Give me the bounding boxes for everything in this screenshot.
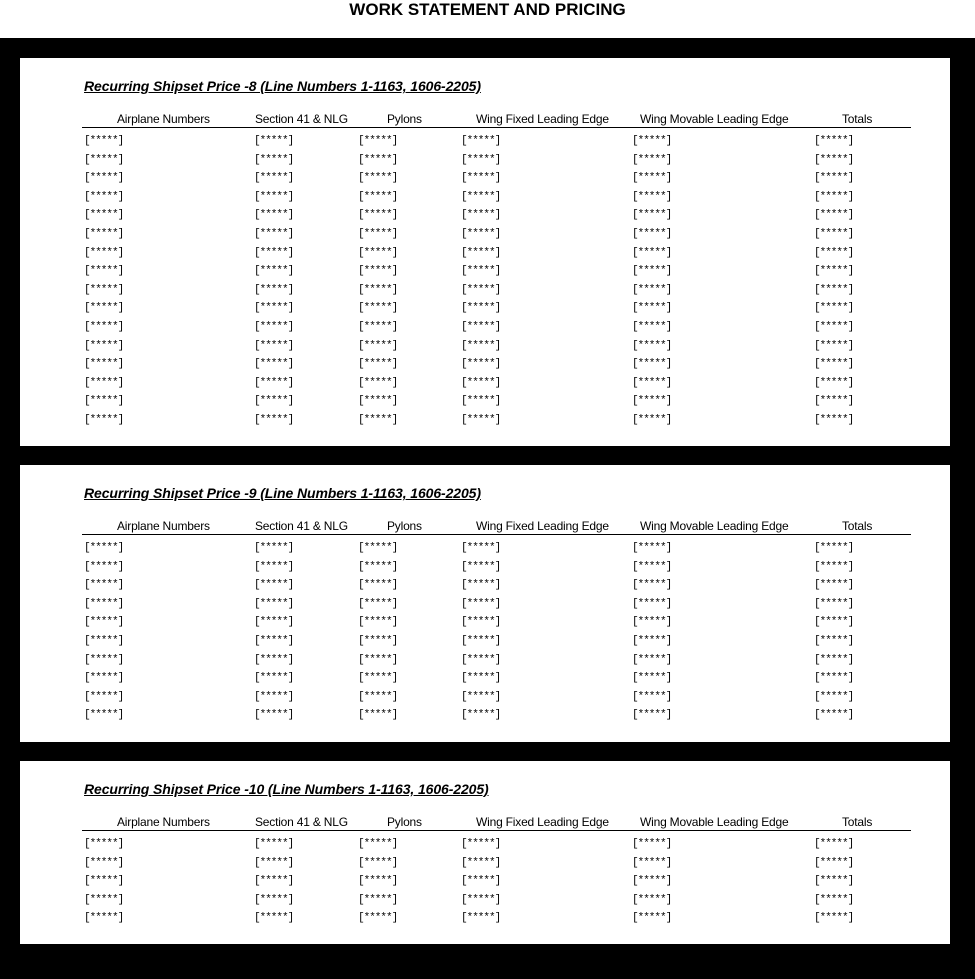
redacted-cell: [*****] <box>254 302 294 315</box>
table-row <box>82 690 911 709</box>
redacted-cell: [*****] <box>814 376 854 389</box>
redacted-cell: [*****] <box>358 634 398 647</box>
redacted-cell: [*****] <box>358 912 398 925</box>
redacted-cell: [*****] <box>254 672 294 685</box>
redacted-cell: [*****] <box>461 875 501 888</box>
redacted-cell: [*****] <box>254 339 294 352</box>
redacted-cell: [*****] <box>358 339 398 352</box>
table-body <box>82 134 911 432</box>
redacted-cell: [*****] <box>632 153 672 166</box>
redacted-cell: [*****] <box>358 135 398 147</box>
redacted-cell: [*****] <box>84 320 124 333</box>
redacted-cell: [*****] <box>358 209 398 222</box>
redacted-cell: [*****] <box>84 616 124 629</box>
redacted-cell: [*****] <box>254 542 294 554</box>
table-row <box>82 634 911 653</box>
redacted-cell: [*****] <box>84 227 124 240</box>
table-row <box>82 339 911 358</box>
redacted-cell: [*****] <box>814 413 854 426</box>
table-row <box>82 671 911 690</box>
table-body <box>82 837 911 930</box>
redacted-cell: [*****] <box>632 376 672 389</box>
redacted-cell: [*****] <box>254 209 294 222</box>
redacted-cell: [*****] <box>254 135 294 147</box>
redacted-cell: [*****] <box>461 302 501 315</box>
redacted-cell: [*****] <box>254 395 294 408</box>
redacted-cell: [*****] <box>358 153 398 166</box>
redacted-cell: [*****] <box>632 709 672 722</box>
column-header-airplane-numbers: Airplane Numbers <box>117 519 210 533</box>
redacted-cell: [*****] <box>814 616 854 629</box>
redacted-cell: [*****] <box>632 672 672 685</box>
table-row <box>82 264 911 283</box>
redacted-cell: [*****] <box>84 209 124 222</box>
table-row <box>82 301 911 320</box>
column-header-totals: Totals <box>842 112 873 126</box>
redacted-cell: [*****] <box>461 672 501 685</box>
column-header-section-41-nlg: Section 41 & NLG <box>255 112 348 126</box>
redacted-cell: [*****] <box>461 690 501 703</box>
redacted-cell: [*****] <box>84 912 124 925</box>
redacted-cell: [*****] <box>461 616 501 629</box>
table-row <box>82 134 911 153</box>
redacted-cell: [*****] <box>814 283 854 296</box>
table-row <box>82 153 911 172</box>
redacted-cell: [*****] <box>814 320 854 333</box>
redacted-cell: [*****] <box>84 302 124 315</box>
table-row <box>82 578 911 597</box>
redacted-cell: [*****] <box>814 690 854 703</box>
redacted-cell: [*****] <box>632 358 672 371</box>
redacted-cell: [*****] <box>461 320 501 333</box>
redacted-cell: [*****] <box>84 172 124 185</box>
redacted-cell: [*****] <box>814 672 854 685</box>
column-header-pylons: Pylons <box>387 815 422 829</box>
redacted-cell: [*****] <box>632 579 672 592</box>
redacted-cell: [*****] <box>358 265 398 278</box>
redacted-cell: [*****] <box>632 634 672 647</box>
redacted-cell: [*****] <box>358 376 398 389</box>
redacted-cell: [*****] <box>254 560 294 573</box>
redacted-cell: [*****] <box>632 838 672 850</box>
redacted-cell: [*****] <box>461 153 501 166</box>
redacted-cell: [*****] <box>84 875 124 888</box>
redacted-cell: [*****] <box>84 376 124 389</box>
table-row <box>82 856 911 875</box>
redacted-cell: [*****] <box>461 358 501 371</box>
redacted-cell: [*****] <box>814 579 854 592</box>
redacted-cell: [*****] <box>254 413 294 426</box>
redacted-cell: [*****] <box>254 283 294 296</box>
redacted-cell: [*****] <box>358 579 398 592</box>
redacted-cell: [*****] <box>358 838 398 850</box>
column-header-airplane-numbers: Airplane Numbers <box>117 815 210 829</box>
redacted-cell: [*****] <box>84 246 124 259</box>
table-row <box>82 653 911 672</box>
redacted-cell: [*****] <box>358 246 398 259</box>
column-header-section-41-nlg: Section 41 & NLG <box>255 815 348 829</box>
table-row <box>82 171 911 190</box>
table-header <box>82 519 911 535</box>
redacted-cell: [*****] <box>632 653 672 666</box>
table-row <box>82 376 911 395</box>
table-row <box>82 246 911 265</box>
redacted-cell: [*****] <box>632 875 672 888</box>
redacted-cell: [*****] <box>358 302 398 315</box>
redacted-cell: [*****] <box>461 209 501 222</box>
redacted-cell: [*****] <box>84 339 124 352</box>
table-row <box>82 708 911 727</box>
redacted-cell: [*****] <box>814 358 854 371</box>
redacted-cell: [*****] <box>254 912 294 925</box>
redacted-cell: [*****] <box>632 283 672 296</box>
redacted-cell: [*****] <box>814 135 854 147</box>
redacted-cell: [*****] <box>461 893 501 906</box>
redacted-cell: [*****] <box>814 597 854 610</box>
redacted-cell: [*****] <box>84 265 124 278</box>
redacted-cell: [*****] <box>814 838 854 850</box>
section-panel <box>20 58 950 446</box>
redacted-cell: [*****] <box>254 634 294 647</box>
redacted-cell: [*****] <box>814 875 854 888</box>
table-row <box>82 597 911 616</box>
redacted-cell: [*****] <box>632 209 672 222</box>
redacted-cell: [*****] <box>358 358 398 371</box>
redacted-cell: [*****] <box>461 597 501 610</box>
redacted-cell: [*****] <box>358 190 398 203</box>
redacted-cell: [*****] <box>632 597 672 610</box>
section-heading: Recurring Shipset Price -10 (Line Numbers 1-1163, 1606-2205) <box>84 781 489 797</box>
redacted-cell: [*****] <box>461 709 501 722</box>
redacted-cell: [*****] <box>358 227 398 240</box>
redacted-cell: [*****] <box>358 893 398 906</box>
redacted-cell: [*****] <box>461 265 501 278</box>
redacted-cell: [*****] <box>254 616 294 629</box>
redacted-cell: [*****] <box>254 265 294 278</box>
redacted-cell: [*****] <box>84 190 124 203</box>
redacted-cell: [*****] <box>814 265 854 278</box>
redacted-cell: [*****] <box>254 709 294 722</box>
redacted-cell: [*****] <box>84 634 124 647</box>
redacted-cell: [*****] <box>814 893 854 906</box>
table-row <box>82 208 911 227</box>
redacted-cell: [*****] <box>814 153 854 166</box>
redacted-cell: [*****] <box>632 302 672 315</box>
column-header-totals: Totals <box>842 815 873 829</box>
column-header-pylons: Pylons <box>387 519 422 533</box>
table-row <box>82 283 911 302</box>
redacted-cell: [*****] <box>254 875 294 888</box>
redacted-cell: [*****] <box>254 320 294 333</box>
redacted-cell: [*****] <box>814 209 854 222</box>
table-row <box>82 874 911 893</box>
redacted-cell: [*****] <box>461 653 501 666</box>
redacted-cell: [*****] <box>84 597 124 610</box>
redacted-cell: [*****] <box>358 597 398 610</box>
redacted-cell: [*****] <box>254 690 294 703</box>
redacted-cell: [*****] <box>632 190 672 203</box>
redacted-cell: [*****] <box>814 912 854 925</box>
redacted-cell: [*****] <box>632 912 672 925</box>
redacted-cell: [*****] <box>814 395 854 408</box>
redacted-cell: [*****] <box>461 579 501 592</box>
redacted-cell: [*****] <box>358 709 398 722</box>
redacted-cell: [*****] <box>461 856 501 869</box>
redacted-cell: [*****] <box>358 320 398 333</box>
redacted-cell: [*****] <box>358 616 398 629</box>
redacted-cell: [*****] <box>461 283 501 296</box>
redacted-cell: [*****] <box>814 302 854 315</box>
column-header-wing-movable-leading-edge: Wing Movable Leading Edge <box>640 112 789 126</box>
redacted-cell: [*****] <box>461 838 501 850</box>
section-panel <box>20 761 950 944</box>
redacted-cell: [*****] <box>461 135 501 147</box>
column-header-wing-fixed-leading-edge: Wing Fixed Leading Edge <box>476 112 609 126</box>
redacted-cell: [*****] <box>358 172 398 185</box>
redacted-cell: [*****] <box>84 395 124 408</box>
redacted-cell: [*****] <box>358 856 398 869</box>
redacted-cell: [*****] <box>461 413 501 426</box>
redacted-cell: [*****] <box>461 395 501 408</box>
section-heading: Recurring Shipset Price -9 (Line Numbers 1-1163, 1606-2205) <box>84 485 481 501</box>
table-row <box>82 615 911 634</box>
redacted-cell: [*****] <box>84 856 124 869</box>
redacted-cell: [*****] <box>84 413 124 426</box>
redacted-cell: [*****] <box>358 875 398 888</box>
redacted-cell: [*****] <box>632 395 672 408</box>
redacted-cell: [*****] <box>461 190 501 203</box>
redacted-cell: [*****] <box>632 893 672 906</box>
column-header-section-41-nlg: Section 41 & NLG <box>255 519 348 533</box>
redacted-cell: [*****] <box>254 653 294 666</box>
table-row <box>82 413 911 432</box>
redacted-cell: [*****] <box>254 153 294 166</box>
section-panel <box>20 465 950 742</box>
redacted-cell: [*****] <box>254 838 294 850</box>
redacted-cell: [*****] <box>632 265 672 278</box>
redacted-cell: [*****] <box>84 579 124 592</box>
table-header <box>82 815 911 831</box>
redacted-cell: [*****] <box>461 339 501 352</box>
table-row <box>82 190 911 209</box>
redacted-cell: [*****] <box>814 190 854 203</box>
redacted-cell: [*****] <box>632 339 672 352</box>
redacted-cell: [*****] <box>632 172 672 185</box>
redacted-cell: [*****] <box>358 283 398 296</box>
redacted-cell: [*****] <box>632 690 672 703</box>
redacted-cell: [*****] <box>84 560 124 573</box>
redacted-cell: [*****] <box>814 246 854 259</box>
redacted-cell: [*****] <box>254 227 294 240</box>
redacted-cell: [*****] <box>358 542 398 554</box>
redacted-cell: [*****] <box>632 616 672 629</box>
table-row <box>82 541 911 560</box>
redacted-cell: [*****] <box>461 542 501 554</box>
redacted-cell: [*****] <box>358 560 398 573</box>
table-row <box>82 893 911 912</box>
page-title: WORK STATEMENT AND PRICING <box>0 0 975 38</box>
redacted-cell: [*****] <box>632 135 672 147</box>
redacted-cell: [*****] <box>84 135 124 147</box>
column-header-pylons: Pylons <box>387 112 422 126</box>
redacted-cell: [*****] <box>461 227 501 240</box>
table-row <box>82 911 911 930</box>
redacted-cell: [*****] <box>814 339 854 352</box>
redacted-cell: [*****] <box>814 227 854 240</box>
redacted-cell: [*****] <box>632 560 672 573</box>
redacted-cell: [*****] <box>254 376 294 389</box>
redacted-cell: [*****] <box>254 190 294 203</box>
table-row <box>82 357 911 376</box>
redacted-cell: [*****] <box>632 413 672 426</box>
redacted-cell: [*****] <box>461 912 501 925</box>
redacted-cell: [*****] <box>358 672 398 685</box>
redacted-cell: [*****] <box>814 634 854 647</box>
redacted-cell: [*****] <box>814 653 854 666</box>
redacted-cell: [*****] <box>632 227 672 240</box>
table-body <box>82 541 911 727</box>
redacted-cell: [*****] <box>84 672 124 685</box>
table-row <box>82 560 911 579</box>
redacted-cell: [*****] <box>254 358 294 371</box>
redacted-cell: [*****] <box>814 856 854 869</box>
section-heading: Recurring Shipset Price -8 (Line Numbers 1-1163, 1606-2205) <box>84 78 481 94</box>
table-row <box>82 837 911 856</box>
redacted-cell: [*****] <box>84 542 124 554</box>
redacted-cell: [*****] <box>84 838 124 850</box>
redacted-cell: [*****] <box>461 246 501 259</box>
redacted-cell: [*****] <box>814 709 854 722</box>
redacted-cell: [*****] <box>84 283 124 296</box>
redacted-cell: [*****] <box>254 246 294 259</box>
redacted-cell: [*****] <box>358 653 398 666</box>
redacted-cell: [*****] <box>814 560 854 573</box>
redacted-cell: [*****] <box>632 246 672 259</box>
redacted-cell: [*****] <box>84 709 124 722</box>
redacted-cell: [*****] <box>461 172 501 185</box>
column-header-wing-fixed-leading-edge: Wing Fixed Leading Edge <box>476 815 609 829</box>
column-header-wing-movable-leading-edge: Wing Movable Leading Edge <box>640 519 789 533</box>
column-header-wing-movable-leading-edge: Wing Movable Leading Edge <box>640 815 789 829</box>
column-header-wing-fixed-leading-edge: Wing Fixed Leading Edge <box>476 519 609 533</box>
redacted-cell: [*****] <box>461 560 501 573</box>
redacted-cell: [*****] <box>814 542 854 554</box>
table-row <box>82 394 911 413</box>
redacted-cell: [*****] <box>254 172 294 185</box>
table-header <box>82 112 911 128</box>
redacted-cell: [*****] <box>358 690 398 703</box>
redacted-cell: [*****] <box>358 395 398 408</box>
redacted-cell: [*****] <box>814 172 854 185</box>
redacted-cell: [*****] <box>84 690 124 703</box>
table-row <box>82 227 911 246</box>
redacted-cell: [*****] <box>84 893 124 906</box>
redacted-cell: [*****] <box>632 320 672 333</box>
redacted-cell: [*****] <box>254 579 294 592</box>
redacted-cell: [*****] <box>461 376 501 389</box>
redacted-cell: [*****] <box>84 153 124 166</box>
redacted-cell: [*****] <box>632 542 672 554</box>
column-header-airplane-numbers: Airplane Numbers <box>117 112 210 126</box>
redacted-cell: [*****] <box>632 856 672 869</box>
redacted-cell: [*****] <box>254 597 294 610</box>
table-row <box>82 320 911 339</box>
redacted-cell: [*****] <box>254 893 294 906</box>
redacted-cell: [*****] <box>358 413 398 426</box>
column-header-totals: Totals <box>842 519 873 533</box>
redacted-cell: [*****] <box>84 653 124 666</box>
redacted-cell: [*****] <box>84 358 124 371</box>
redacted-cell: [*****] <box>461 634 501 647</box>
redacted-cell: [*****] <box>254 856 294 869</box>
